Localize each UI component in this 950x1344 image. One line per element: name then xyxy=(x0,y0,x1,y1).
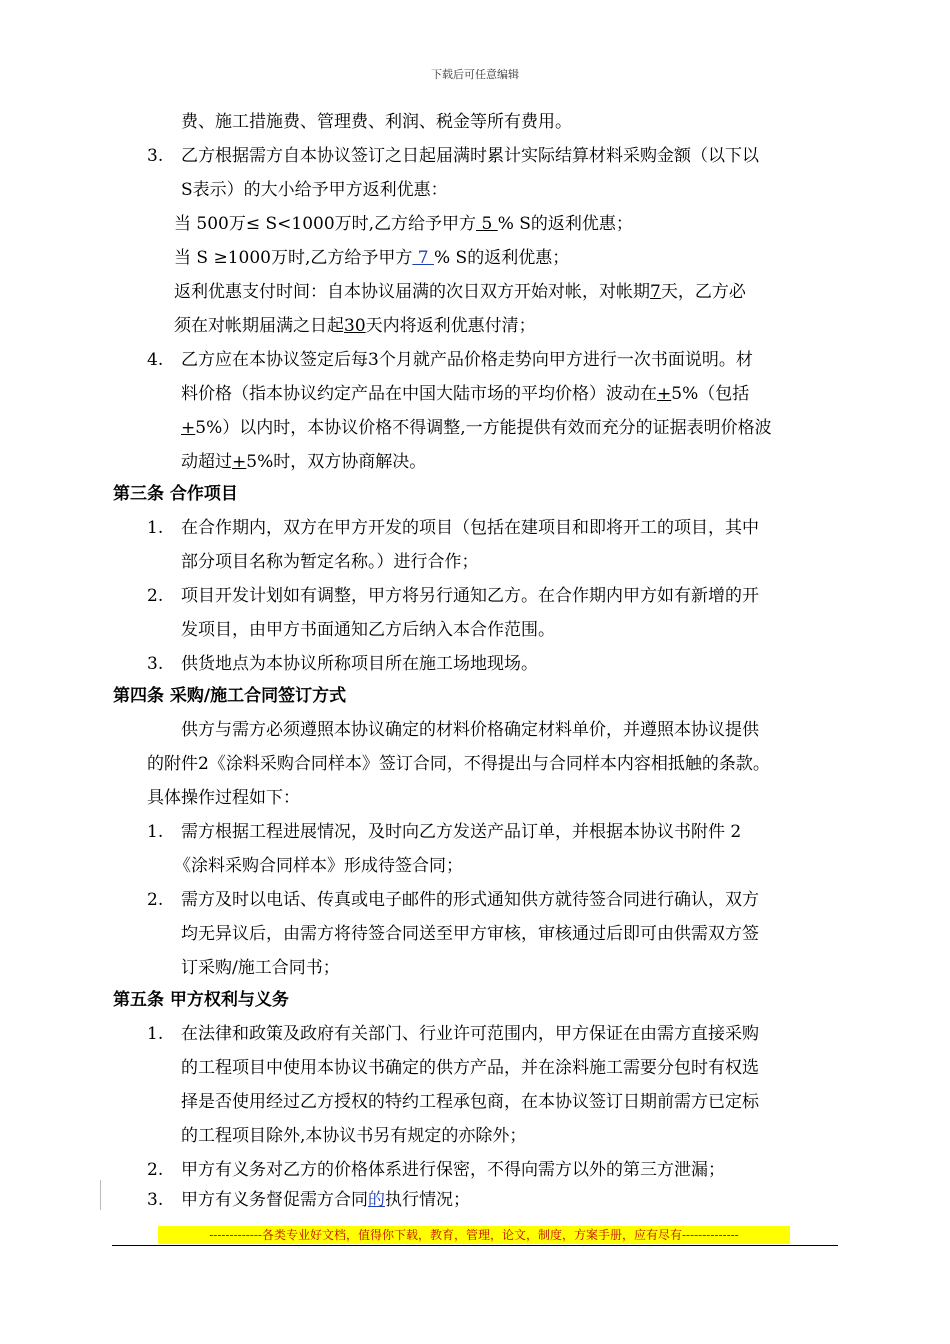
payment-days: 30 xyxy=(344,316,366,336)
page-header: 下载后可任意编辑 xyxy=(431,68,519,81)
text-line: 《涂料采购合同样本》形成待签合同； xyxy=(174,856,463,876)
text-line: 的工程项目中使用本协议书确定的供方产品，并在涂料施工需要分包时有权选 xyxy=(181,1058,759,1078)
text-line: 部分项目名称为暂定名称。）进行合作； xyxy=(181,552,479,572)
section-heading: 第四条 采购/施工合同签订方式 xyxy=(113,686,347,706)
text-span: 当 500万≤ S<1000万时,乙方给予甲方 xyxy=(174,214,477,234)
section-heading: 第三条 合作项目 xyxy=(113,484,238,504)
item-number: 4. xyxy=(147,350,164,370)
text-span: 5%时，双方协商解决。 xyxy=(246,452,427,472)
text-line: 供方与需方必须遵照本协议确定的材料价格确定材料单价，并遵照本协议提供 xyxy=(181,720,759,740)
text-line: 在合作期内，双方在甲方开发的项目（包括在建项目和即将开工的项目，其中 xyxy=(181,518,759,538)
text-span: 动超过 xyxy=(181,452,232,472)
text-line: 需方根据工程进展情况，及时向乙方发送产品订单，并根据本协议书附件 2 xyxy=(181,822,742,842)
text-span: % S的返利优惠； xyxy=(497,214,633,234)
text-line: 乙方应在本协议签定后每3个月就产品价格走势向甲方进行一次书面说明。材 xyxy=(181,350,753,370)
text-line xyxy=(181,382,749,406)
rebate-tier-1 xyxy=(174,212,633,236)
rebate-percent-1: 5 xyxy=(476,214,498,234)
text-line xyxy=(181,416,772,440)
item-number: 2. xyxy=(147,890,164,910)
text-line: 项目开发计划如有调整，甲方将另行通知乙方。在合作期内甲方如有新增的开 xyxy=(181,586,759,606)
plusminus-sign: + xyxy=(181,418,196,438)
margin-mark xyxy=(100,1180,101,1210)
item-number: 2. xyxy=(147,1160,164,1180)
text-span: 返利优惠支付时间：自本协议届满的次日双方开始对帐，对帐期 xyxy=(174,282,650,302)
reconcile-days: 7 xyxy=(650,282,661,302)
text-span: 天内将返利优惠付清； xyxy=(365,316,536,336)
item-number: 1. xyxy=(147,518,164,538)
text-span: 料价格（指本协议约定产品在中国大陆市场的平均价格）波动在 xyxy=(181,384,657,404)
text-line xyxy=(174,280,746,304)
text-span: 天，乙方必 xyxy=(660,282,746,302)
text-span: 须在对帐期届满之日起 xyxy=(174,316,344,336)
text-span: % S的返利优惠； xyxy=(434,248,570,268)
text-line: 具体操作过程如下： xyxy=(147,788,300,808)
footer-divider xyxy=(112,1245,838,1246)
plusminus-sign: + xyxy=(232,452,247,472)
item-number: 3. xyxy=(147,1190,164,1210)
text-line: 的附件2《涂料采购合同样本》签订合同，不得提出与合同样本内容相抵触的条款。 xyxy=(147,754,770,774)
text-line xyxy=(181,1188,470,1212)
text-line xyxy=(181,450,426,474)
text-span: 当 S ≥1000万时,乙方给予甲方 xyxy=(174,248,413,268)
text-line: 均无异议后，由需方将待签合同送至甲方审核，审核通过后即可由供需双方签 xyxy=(181,924,759,944)
text-line: 的工程项目除外,本协议书另有规定的亦除外； xyxy=(181,1126,527,1146)
text-line xyxy=(174,314,536,338)
section-heading: 第五条 甲方权利与义务 xyxy=(113,990,289,1010)
text-span: 甲方有义务督促需方合同 xyxy=(181,1190,368,1210)
item-number: 2. xyxy=(147,586,164,606)
item-number: 3. xyxy=(147,146,164,166)
rebate-percent-2: 7 xyxy=(412,248,434,268)
hyperlink-text[interactable]: 的 xyxy=(368,1190,385,1210)
text-line: S表示）的大小给予甲方返利优惠： xyxy=(181,180,448,200)
text-line: 供货地点为本协议所称项目所在施工场地现场。 xyxy=(181,654,538,674)
text-line: 甲方有义务对乙方的价格体系进行保密，不得向需方以外的第三方泄漏； xyxy=(181,1160,725,1180)
item-number: 1. xyxy=(147,822,164,842)
text-line: 择是否使用经过乙方授权的特约工程承包商，在本协议签订日期前需方已定标 xyxy=(181,1092,759,1112)
text-line: 订采购/施工合同书； xyxy=(181,958,340,978)
text-line: 乙方根据需方自本协议签订之日起届满时累计实际结算材料采购金额（以下以 xyxy=(181,146,759,166)
text-line: 发项目，由甲方书面通知乙方后纳入本合作范围。 xyxy=(181,620,555,640)
text-line: 在法律和政策及政府有关部门、行业许可范围内，甲方保证在由需方直接采购 xyxy=(181,1024,759,1044)
footer-banner: -------------各类专业好文档，值得你下载，教育，管理，论文，制度，方案手册，应有尽有-------------- xyxy=(158,1226,790,1244)
item-number: 1. xyxy=(147,1024,164,1044)
text-line: 需方及时以电话、传真或电子邮件的形式通知供方就待签合同进行确认，双方 xyxy=(181,890,759,910)
plusminus-sign: + xyxy=(657,384,672,404)
text-line: 费、施工措施费、管理费、利润、税金等所有费用。 xyxy=(181,112,572,132)
rebate-tier-2 xyxy=(174,246,569,270)
text-span: 5%（包括 xyxy=(671,384,750,404)
text-span: 执行情况； xyxy=(385,1190,470,1210)
item-number: 3. xyxy=(147,654,164,674)
text-span: 5%）以内时，本协议价格不得调整,一方能提供有效而充分的证据表明价格波 xyxy=(195,418,772,438)
